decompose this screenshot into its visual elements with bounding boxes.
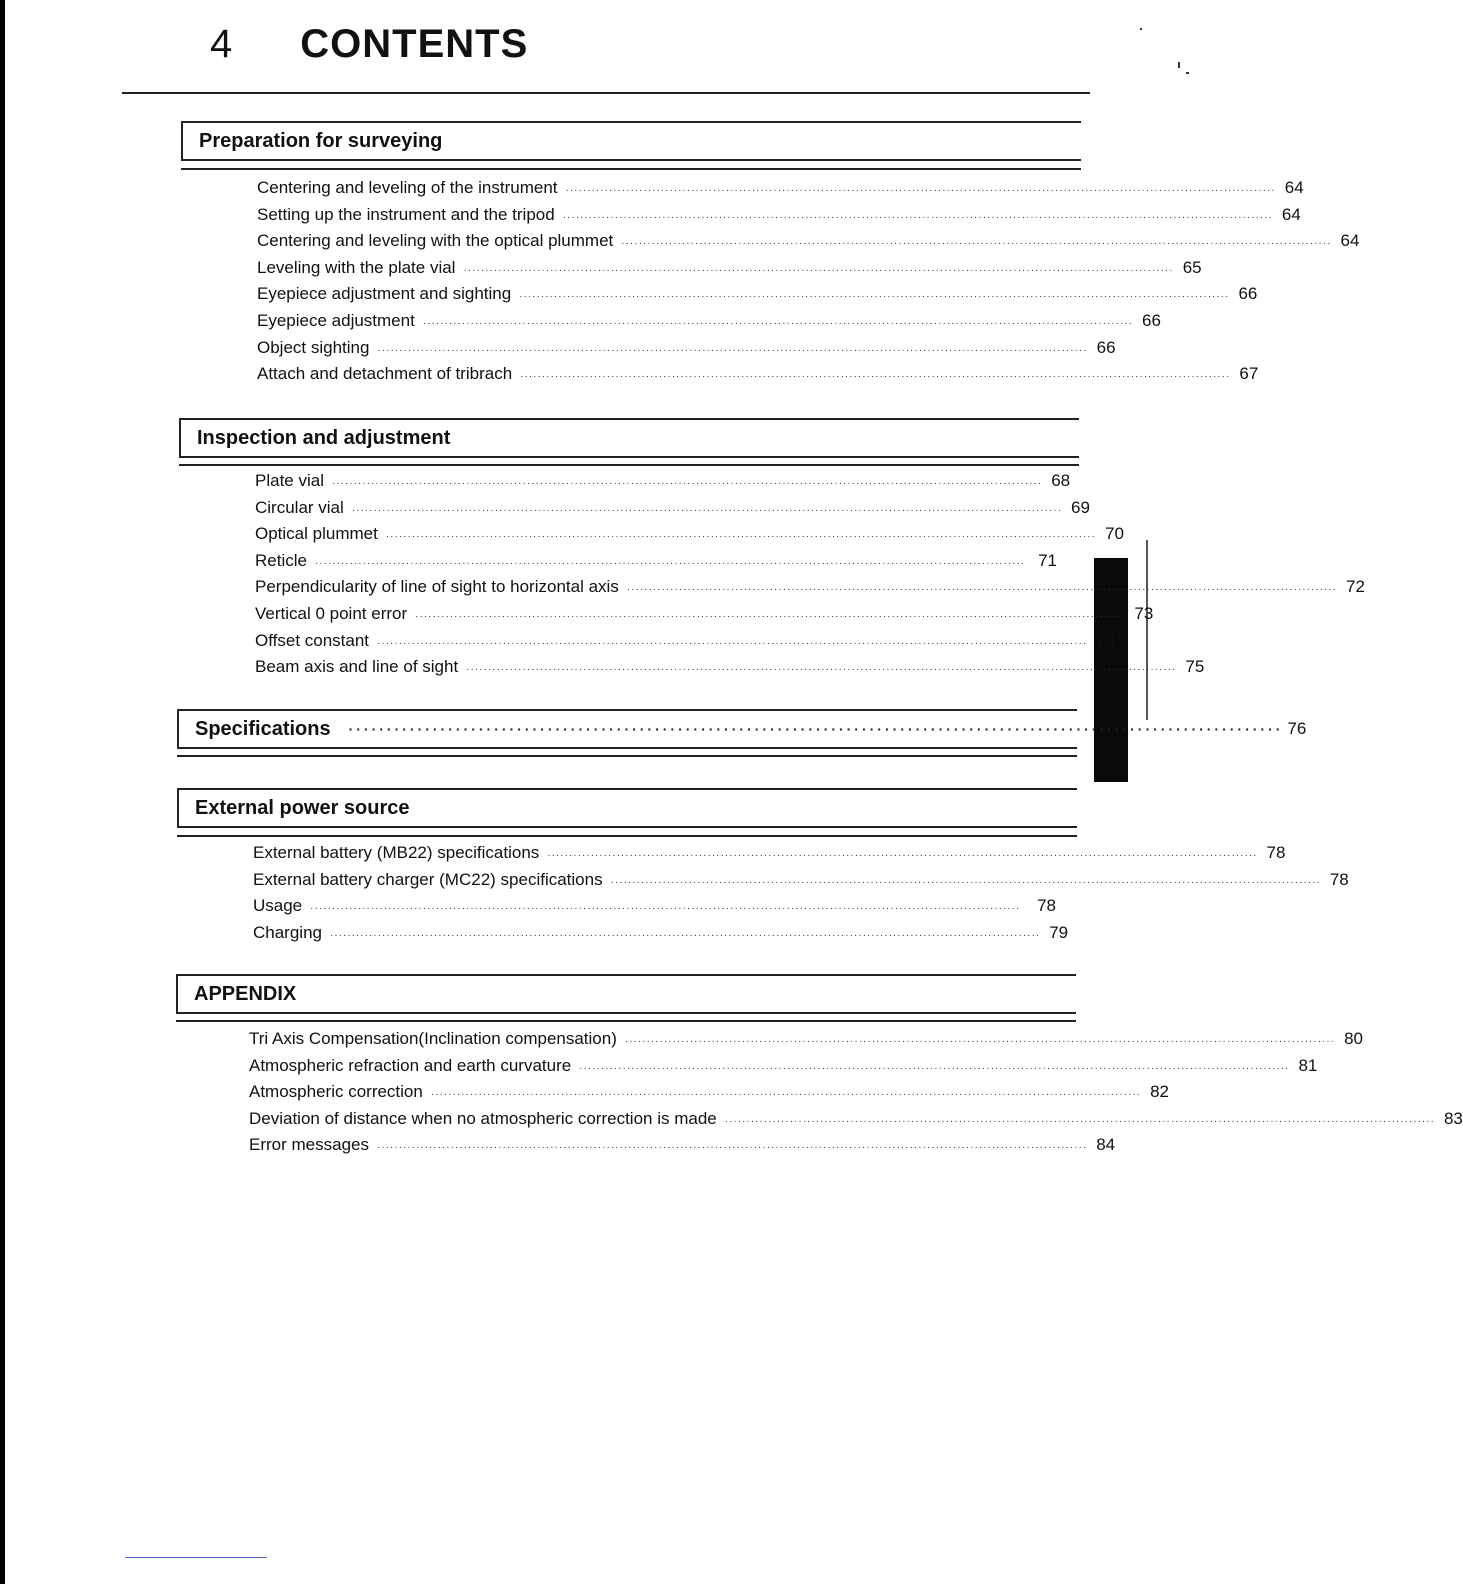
toc-entry-page: 72 — [1346, 577, 1365, 597]
scan-speck — [1178, 62, 1180, 68]
page-header — [210, 22, 528, 72]
toc-entry[interactable] — [257, 257, 1202, 285]
toc-entry-label: Leveling with the plate vial — [257, 257, 456, 277]
toc-entry-page: 64 — [1340, 231, 1360, 251]
section-heading[interactable] — [177, 788, 1077, 828]
section-underline — [177, 755, 1077, 757]
toc-entry[interactable] — [253, 843, 1286, 870]
toc-section-preparation — [181, 121, 1081, 161]
toc-entry-label: Error messages — [249, 1135, 369, 1155]
section-page: 76 — [1287, 719, 1307, 738]
toc-entry[interactable] — [255, 471, 1071, 498]
toc-entry-label: Perpendicularity of line of sight to horizontal axis — [255, 577, 619, 597]
dot-leader: ···································································································································································· — [562, 211, 1273, 223]
dot-leader: ···································································································································································· — [579, 1062, 1290, 1074]
toc-entry-page: 81 — [1298, 1055, 1318, 1075]
toc-entry[interactable] — [257, 310, 1161, 338]
toc-entry-page: 65 — [1182, 257, 1202, 277]
dot-leader: ···································································································································································· — [331, 478, 1043, 489]
section-title: Preparation for surveying — [199, 129, 443, 152]
section-heading[interactable] — [176, 974, 1076, 1014]
dot-leader: ···································································································································································· — [519, 291, 1230, 303]
toc-entry[interactable] — [249, 1082, 1169, 1109]
dot-leader: ···································································································································································· — [565, 185, 1276, 196]
dot-leader: ···································································································································································· — [314, 557, 1026, 569]
dot-leader: ···································································································································································· — [626, 584, 1337, 596]
toc-entry-label: Charging — [253, 922, 322, 942]
toc-entry[interactable] — [249, 1135, 1116, 1162]
dot-leader: ···································································································································································· — [430, 1089, 1141, 1101]
section-underline — [179, 464, 1079, 466]
toc-entry-list — [249, 1029, 1463, 1162]
section-underline — [176, 1020, 1076, 1022]
chapter-title: CONTENTS — [300, 22, 529, 66]
toc-entry-label: Object sighting — [257, 337, 370, 357]
toc-entry-page: 78 — [1037, 896, 1056, 916]
chapter-number: 4 — [210, 22, 233, 66]
toc-entry[interactable] — [255, 577, 1365, 604]
dot-leader: ···································································································································································· — [463, 264, 1174, 276]
toc-entry[interactable] — [257, 284, 1258, 311]
dot-leader: ···································································································································································· — [351, 504, 1062, 516]
toc-entry-page: 78 — [1266, 843, 1286, 862]
toc-entry-page: 66 — [1142, 310, 1161, 330]
toc-entry-label: Offset constant — [255, 630, 370, 650]
toc-entry[interactable] — [255, 551, 1057, 578]
section-underline — [177, 835, 1077, 837]
dot-leader: ···································································································································································· — [415, 610, 1126, 622]
page-edge-shadow — [0, 0, 5, 1584]
toc-entry-page: 70 — [1105, 524, 1124, 544]
toc-entry-label: Setting up the instrument and the tripod — [257, 204, 555, 224]
toc-entry-page: 68 — [1051, 471, 1071, 490]
toc-entry-page: 73 — [1134, 603, 1154, 623]
toc-entry-page: 75 — [1185, 657, 1205, 677]
toc-entry[interactable] — [253, 869, 1349, 897]
toc-entry-list — [257, 178, 1360, 391]
toc-entry-list — [255, 471, 1365, 684]
toc-entry-label: Vertical 0 point error — [255, 603, 408, 623]
toc-entry[interactable] — [257, 178, 1304, 205]
dot-leader: ···································································································································································· — [422, 317, 1133, 329]
toc-entry[interactable] — [255, 603, 1154, 631]
toc-entry[interactable] — [249, 1055, 1318, 1083]
section-title: APPENDIX — [194, 982, 297, 1005]
dot-leader: ···································································································································································· — [330, 929, 1041, 941]
section-heading[interactable] — [181, 121, 1081, 161]
toc-entry-label: Attach and detachment of tribrach — [257, 364, 513, 384]
toc-entry-label: Tri Axis Compensation(Inclination compensation) — [249, 1029, 617, 1048]
dot-leader: ···································································································································································· — [385, 531, 1096, 543]
toc-entry[interactable] — [249, 1029, 1364, 1056]
toc-entry-page: 83 — [1443, 1108, 1463, 1128]
dot-leader: ···································································································································································· — [466, 664, 1177, 676]
toc-entry[interactable] — [253, 896, 1056, 923]
toc-entry-label: Beam axis and line of sight — [255, 657, 459, 677]
toc-entry[interactable] — [253, 922, 1069, 950]
dot-leader: ·························································································································· — [348, 721, 1284, 737]
section-heading[interactable] — [177, 709, 1307, 749]
dot-leader: ···································································································································································· — [377, 344, 1088, 356]
dot-leader: ···································································································································································· — [624, 1036, 1336, 1047]
toc-entry-label: Centering and leveling of the instrument — [257, 178, 558, 197]
toc-entry-page: 66 — [1096, 337, 1116, 357]
toc-entry-label: Plate vial — [255, 471, 324, 490]
toc-entry-page: 64 — [1281, 204, 1301, 224]
section-title: Specifications — [195, 717, 331, 740]
toc-entry-label: Optical plummet — [255, 524, 378, 544]
section-underline — [181, 168, 1081, 170]
dot-leader: ···································································································································································· — [377, 637, 1088, 649]
dot-leader: ···································································································································································· — [520, 371, 1231, 383]
toc-section-external-power — [177, 788, 1077, 828]
dot-leader: ···································································································································································· — [310, 903, 1021, 915]
toc-entry[interactable] — [255, 630, 1116, 658]
toc-entry-page: 66 — [1238, 284, 1258, 304]
dot-leader: ···································································································································································· — [610, 876, 1321, 888]
toc-entry-label: Eyepiece adjustment — [257, 310, 415, 330]
toc-entry-page: 84 — [1096, 1135, 1116, 1155]
footer-rule — [125, 1557, 267, 1558]
toc-entry-label: Centering and leveling with the optical plummet — [257, 231, 614, 251]
dot-leader: ···································································································································································· — [376, 1142, 1088, 1154]
toc-entry-page: 78 — [1329, 869, 1349, 889]
scan-speck — [1140, 28, 1142, 30]
toc-entry[interactable] — [255, 497, 1090, 525]
toc-entry-label: Eyepiece adjustment and sighting — [257, 284, 512, 304]
toc-entry[interactable] — [255, 524, 1124, 551]
toc-entry[interactable] — [255, 657, 1205, 684]
toc-entry-label: Atmospheric correction — [249, 1082, 423, 1102]
section-title: External power source — [195, 796, 410, 819]
section-title: Inspection and adjustment — [197, 426, 451, 449]
toc-entry[interactable] — [249, 1108, 1463, 1136]
toc-entry-page: 82 — [1150, 1082, 1169, 1102]
toc-entry-page: 79 — [1049, 922, 1069, 942]
header-divider — [122, 92, 1090, 94]
toc-entry-label: Atmospheric refraction and earth curvature — [249, 1055, 572, 1075]
toc-entry-page: 80 — [1344, 1029, 1364, 1048]
toc-entry-page: 64 — [1284, 178, 1304, 197]
dot-leader: ···································································································································································· — [724, 1115, 1435, 1127]
toc-entry-label: Deviation of distance when no atmospheric correction is made — [249, 1108, 717, 1128]
toc-section-inspection — [179, 418, 1079, 458]
toc-entry-page: 67 — [1239, 364, 1259, 384]
toc-entry-label: Reticle — [255, 550, 307, 570]
toc-entry[interactable] — [257, 364, 1259, 391]
dot-leader: ···································································································································································· — [547, 850, 1258, 861]
dot-leader: ···································································································································································· — [621, 238, 1332, 250]
toc-entry[interactable] — [257, 337, 1116, 365]
toc-section-specifications — [177, 709, 1307, 749]
toc-entry-label: External battery (MB22) specifications — [253, 843, 540, 862]
scan-speck — [1146, 540, 1148, 720]
toc-entry-list — [253, 843, 1349, 949]
toc-entry[interactable] — [257, 204, 1301, 232]
toc-entry-page: 74 — [1096, 630, 1116, 650]
toc-entry-label: External battery charger (MC22) specifications — [253, 869, 603, 889]
section-heading[interactable] — [179, 418, 1079, 458]
toc-entry-page: 69 — [1071, 497, 1090, 517]
scan-speck — [1186, 72, 1189, 74]
toc-entry[interactable] — [257, 231, 1360, 258]
toc-section-appendix — [176, 974, 1076, 1014]
toc-entry-label: Usage — [253, 896, 303, 916]
toc-entry-label: Circular vial — [255, 497, 344, 517]
toc-entry-page: 71 — [1038, 550, 1057, 570]
